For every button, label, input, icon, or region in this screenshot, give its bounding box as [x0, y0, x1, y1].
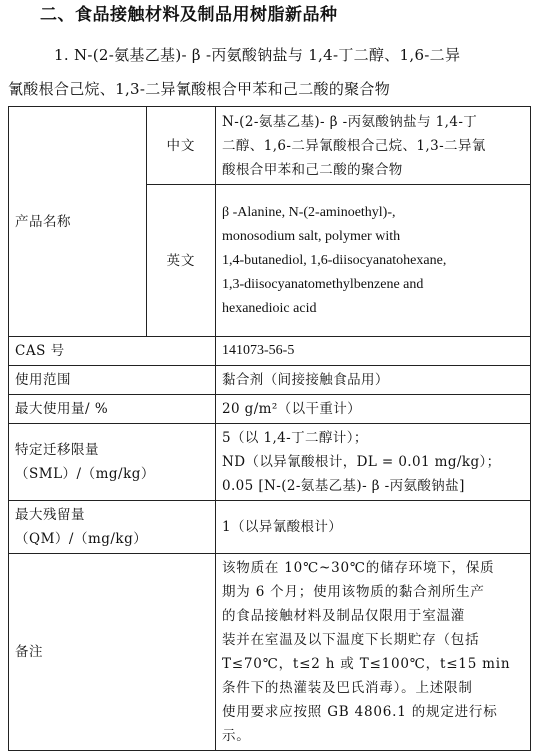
- qm-label: [9, 501, 216, 554]
- use-range-label: 使用范围: [9, 366, 216, 395]
- remark-line: 该物质在 10℃~30℃的储存环境下，保质: [222, 560, 495, 576]
- remark-line: 使用要求应按照 GB 4806.1 的规定进行标: [222, 704, 498, 720]
- qm-label-line: （QM）/（mg/kg）: [15, 531, 148, 547]
- cas-label: CAS 号: [9, 337, 216, 366]
- sml-label-line: 特定迁移限量: [15, 442, 99, 458]
- sml-label-line: （SML）/（mg/kg）: [15, 466, 155, 482]
- section-heading: 二、食品接触材料及制品用树脂新品种: [40, 5, 338, 25]
- remark-line: 装并在室温及以下温度下长期贮存（包括: [222, 632, 480, 648]
- english-name-line: monosodium salt, polymer with: [222, 228, 401, 244]
- use-range-value: 黏合剂（间接接触食品用）: [216, 366, 531, 395]
- remark-label: 备注: [9, 554, 216, 751]
- sml-value: [216, 424, 531, 501]
- chinese-name-label: 中文: [147, 107, 216, 185]
- spec-table: [8, 106, 531, 751]
- sml-value-line: 5（以 1,4-丁二醇计）；: [222, 430, 368, 446]
- sml-label: [9, 424, 216, 501]
- sml-value-line: ND（以异氰酸根计，DL = 0.01 mg/kg）；: [222, 454, 501, 470]
- max-use-value: 20 g/m²（以干重计）: [216, 395, 531, 424]
- english-name-value: [216, 185, 531, 337]
- english-name-label: 英文: [147, 185, 216, 337]
- remark-line: 期为 6 个月；使用该物质的黏合剂所生产: [222, 584, 485, 600]
- product-name-label: 产品名称: [9, 107, 147, 337]
- english-name-line: hexanedioic acid: [222, 300, 317, 316]
- english-name-line: 1,3-diisocyanatomethylbenzene and: [222, 276, 424, 292]
- remark-line: 的食品接触材料及制品仅限用于室温灌: [222, 608, 466, 624]
- chinese-name-value: [216, 107, 531, 185]
- max-use-label: 最大使用量/ %: [9, 395, 216, 424]
- english-name-line: 1,4-butanediol, 1,6-diisocyanatohexane,: [222, 252, 447, 268]
- chinese-name-line: N-(2-氨基乙基)- β -丙氨酸钠盐与 1,4-丁: [222, 113, 478, 130]
- chinese-name-line: 酸根合甲苯和己二酸的聚合物: [222, 161, 403, 178]
- item-title: [8, 38, 530, 106]
- qm-value: 1（以异氰酸根计）: [216, 501, 531, 554]
- remark-line: T≤70℃，t≤2 h 或 T≤100℃，t≤15 min: [222, 656, 511, 672]
- remark-line: 示。: [222, 728, 251, 744]
- item-title-line-1: 1. N-(2-氨基乙基)- β -丙氨酸钠盐与 1,4-丁二醇、1,6-二异: [54, 46, 461, 64]
- qm-label-line: 最大残留量: [15, 507, 85, 523]
- english-name-line: β -Alanine, N-(2-aminoethyl)-,: [222, 204, 396, 220]
- remark-line: 条件下的热灌装及巴氏消毒）。上述限制: [222, 680, 473, 696]
- item-title-line-2: 氰酸根合己烷、1,3-二异氰酸根合甲苯和己二酸的聚合物: [8, 80, 391, 98]
- sml-value-line: 0.05 [N-(2-氨基乙基)- β -丙氨酸钠盐]: [222, 478, 465, 494]
- chinese-name-line: 二醇、1,6-二异氰酸根合己烷、1,3-二异氰: [222, 137, 486, 154]
- cas-value: 141073-56-5: [216, 337, 531, 366]
